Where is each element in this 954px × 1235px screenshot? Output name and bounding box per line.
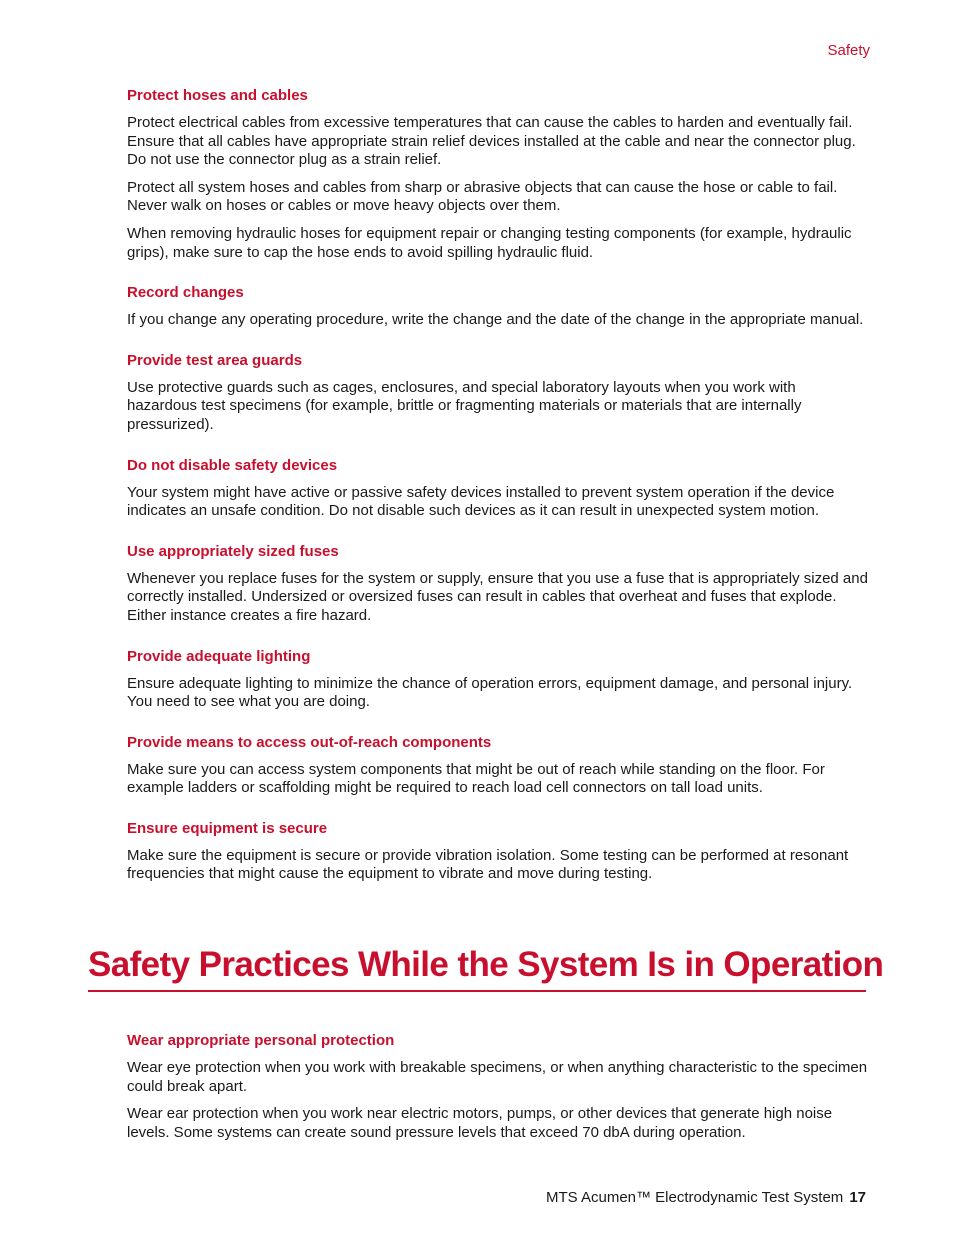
paragraph: If you change any operating procedure, write the change and the date of the change in the appropriate manual. <box>127 311 864 329</box>
section-heading: Protect hoses and cables <box>127 87 308 104</box>
chapter-title: Safety Practices While the System Is in Operation <box>88 945 884 984</box>
paragraph: Use protective guards such as cages, enclosures, and special laboratory layouts when you work with hazardous test specimens (for example, brittle or fragmenting materials or materials that are internally pressurized). <box>127 378 802 433</box>
section-protect-hoses <box>127 86 869 262</box>
section-heading: Provide means to access out-of-reach components <box>127 733 492 751</box>
page-footer <box>546 1189 866 1206</box>
paragraph: Your system might have active or passive safety devices installed to prevent system operation if the device indicates an unsafe condition. Do not disable such devices as it can result in unexpected system motion. <box>127 483 835 520</box>
paragraph: Protect electrical cables from excessive temperatures that can cause the cables to harden and eventually fail. Ensure that all cables have appropriate strain relief devices installed at the cable and near the connector plug. Do not use the connector plug as a strain relief. <box>127 114 856 169</box>
section-test-area-guards <box>127 351 869 435</box>
section-heading: Do not disable safety devices <box>127 456 338 474</box>
main-content <box>127 86 869 905</box>
chapter-content <box>127 1031 869 1163</box>
paragraph: Make sure you can access system components that might be out of reach while standing on the floor. For example ladders or scaffolding might be required to reach load cell connectors on tall load units. <box>127 760 825 797</box>
paragraph: Whenever you replace fuses for the system or supply, ensure that you use a fuse that is appropriately sized and correctly installed. Undersized or oversized fuses can result in cables that overheat and fuses that explode. Either instance creates a fire hazard. <box>127 569 868 624</box>
section-heading: Wear appropriate personal protection <box>127 1032 395 1049</box>
running-header: Safety <box>827 42 870 59</box>
paragraph: Make sure the equipment is secure or provide vibration isolation. Some testing can be performed at resonant frequencies that might cause the equipment to vibrate and move during testing. <box>127 846 849 883</box>
paragraph: When removing hydraulic hoses for equipment repair or changing testing components (for example, hydraulic grips), make sure to cap the hose ends to avoid spilling hydraulic fluid. <box>127 224 852 261</box>
section-equipment-secure <box>127 819 869 884</box>
section-safety-devices <box>127 456 869 521</box>
paragraph: Ensure adequate lighting to minimize the chance of operation errors, equipment damage, and personal injury. You need to see what you are doing. <box>127 674 853 711</box>
section-heading: Use appropriately sized fuses <box>127 542 339 560</box>
section-heading: Provide test area guards <box>127 351 303 369</box>
section-fuses <box>127 542 869 626</box>
section-out-of-reach <box>127 733 869 798</box>
section-lighting <box>127 647 869 712</box>
paragraph: Wear ear protection when you work near electric motors, pumps, or other devices that generate high noise levels. Some systems can create sound pressure levels that exceed 70 dbA during operation. <box>127 1105 833 1141</box>
section-heading: Ensure equipment is secure <box>127 819 328 837</box>
paragraph: Wear eye protection when you work with breakable specimens, or when anything characteristic to the specimen could break apart. <box>127 1059 868 1095</box>
chapter-heading-block <box>88 944 884 992</box>
paragraph: Protect all system hoses and cables from sharp or abrasive objects that can cause the hose or cable to fail. Never walk on hoses or cables or move heavy objects over them. <box>127 178 838 215</box>
footer-title: MTS Acumen™ Electrodynamic Test System <box>545 1189 844 1206</box>
page-number: 17 <box>849 1189 866 1206</box>
section-personal-protection <box>127 1031 869 1142</box>
section-heading: Provide adequate lighting <box>127 647 311 665</box>
section-record-changes <box>127 283 869 330</box>
section-heading: Record changes <box>127 284 244 302</box>
